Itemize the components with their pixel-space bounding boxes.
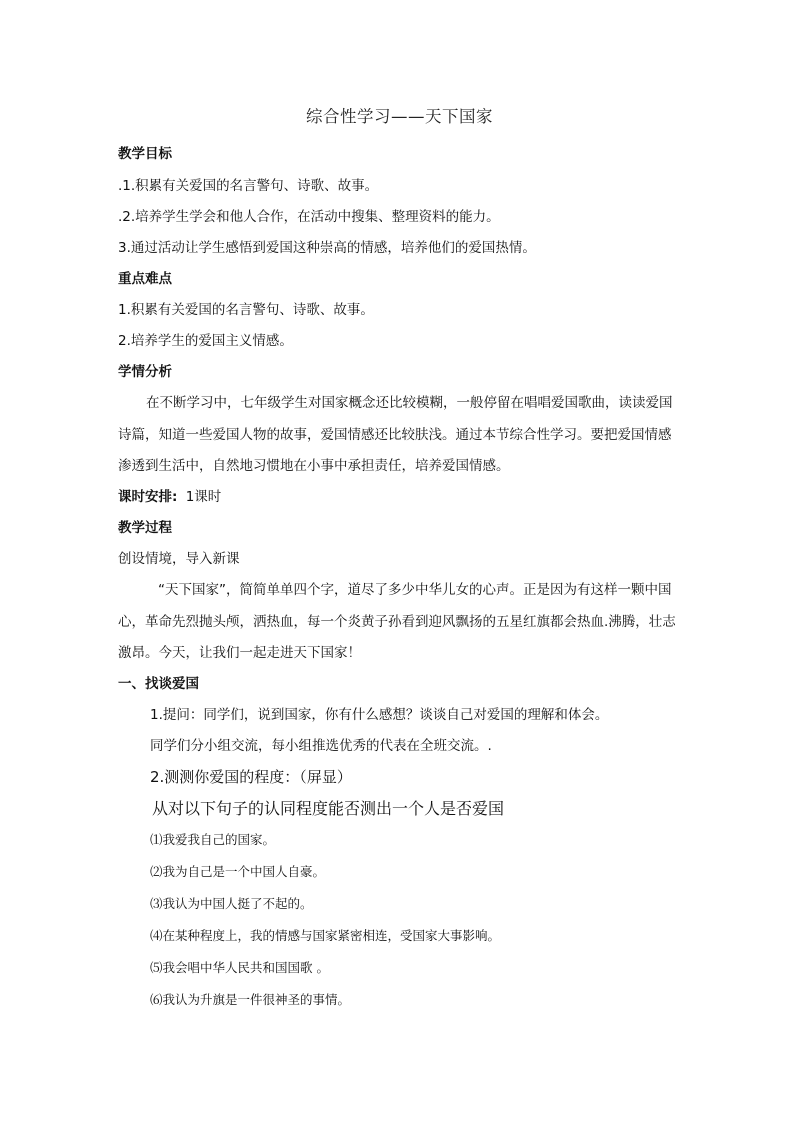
goal-item: .2.培养学生学会和他人合作，在活动中搜集、整理资料的能力。	[118, 209, 500, 225]
analysis-line: 渗透到生活中，自然地习惯地在小事中承担责任，培养爱国情感。	[118, 458, 510, 474]
page-title: 综合性学习——天下国家	[306, 107, 493, 126]
intro-line: 心，革命先烈抛头颅，洒热血，每一个炎黄子孙看到迎风飘扬的五星红旗都会热血.沸腾，壮志	[118, 614, 676, 630]
intro-subheading: 创设情境，导入新课	[118, 551, 240, 567]
key-point-item: 1.积累有关爱国的名言警句、诗歌、故事。	[118, 302, 374, 318]
statement-item: ⑴我爱我自己的国家。	[150, 832, 276, 847]
key-points-heading: 重点难点	[118, 271, 172, 287]
intro-line: 激昂。今天，让我们一起走进天下国家！	[118, 645, 361, 661]
statement-item: ⑸我会唱中华人民共和国国歌 。	[150, 960, 329, 975]
statement-item: ⑵我为自己是一个中国人自豪。	[150, 864, 326, 879]
schedule-label: 课时安排:	[118, 489, 178, 505]
goal-item: 3.通过活动让学生感悟到爱国这种崇高的情感，培养他们的爱国热情。	[118, 240, 536, 256]
analysis-heading: 学情分析	[118, 364, 172, 380]
part1-question-1-note: 同学们分小组交流，每小组推选优秀的代表在全班交流。.	[150, 738, 492, 754]
statement-item: ⑹我认为升旗是一件很神圣的事情。	[150, 992, 351, 1007]
statement-item: ⑶我认为中国人挺了不起的。	[150, 896, 313, 911]
schedule-line	[118, 489, 221, 505]
statement-item: ⑷在某种程度上，我的情感与国家紧密相连，受国家大事影响。	[150, 928, 501, 943]
intro-line: “天下国家”，简简单单四个字，道尽了多少中华儿女的心声。正是因为有这样一颗中国	[158, 582, 672, 598]
schedule-value: 1课时	[185, 489, 222, 505]
part1-question-1: 1.提问：同学们，说到国家，你有什么感想？谈谈自己对爱国的理解和体会。	[150, 707, 609, 723]
part1-heading: 一、找谈爱国	[118, 676, 199, 692]
part1-question-2-desc: 从对以下句子的认同程度能否测出一个人是否爱国	[152, 799, 505, 818]
analysis-line: 诗篇，知道一些爱国人物的故事，爱国情感还比较肤浅。通过本节综合性学习。要把爱国情感	[118, 427, 672, 443]
key-point-item: 2.培养学生的爱国主义情感。	[118, 333, 293, 349]
goal-item: .1.积累有关爱国的名言警句、诗歌、故事。	[118, 178, 379, 194]
goals-heading: 教学目标	[118, 146, 172, 162]
part1-question-2: 2.测测你爱国的程度：（屏显）	[150, 768, 352, 786]
process-heading: 教学过程	[118, 520, 172, 536]
analysis-line: 在不断学习中，七年级学生对国家概念还比较模糊，一般停留在唱唱爱国歌曲，读读爱国	[146, 395, 673, 411]
